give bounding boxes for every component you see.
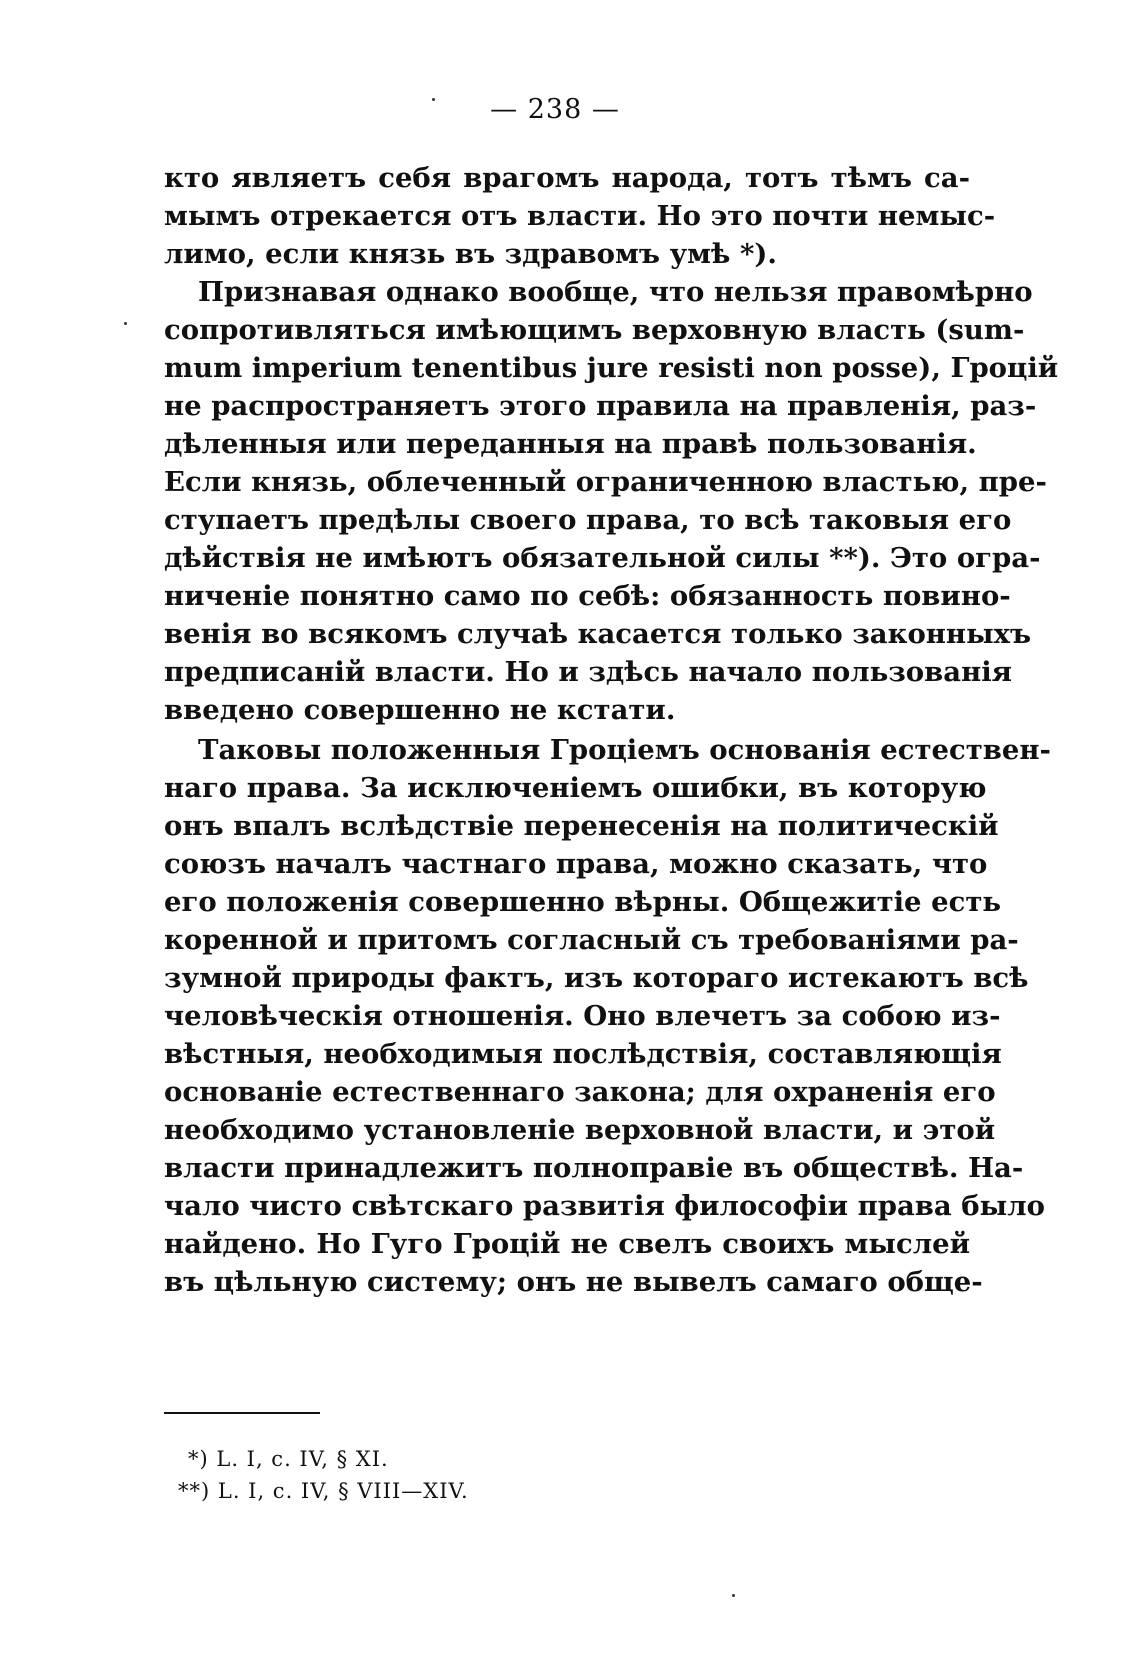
footnote: **) L. I, c. IV, § VIII—XIV.: [178, 1479, 469, 1503]
footnote-separator: [164, 1412, 320, 1414]
text-line: не распространяетъ этого правила на правленія, раз-: [164, 390, 1037, 422]
text-line: лимо, если князь въ здравомъ умѣ *).: [164, 238, 777, 270]
paper-speck: [732, 1594, 735, 1597]
paper-speck: [124, 322, 127, 325]
text-line: mum imperium tenentibus jure resisti non posse), Гроцій: [164, 352, 1059, 384]
text-line: необходимо установленіе верховной власти, и этой: [164, 1114, 996, 1146]
text-line: зумной природы фактъ, изъ котораго истекаютъ всѣ: [164, 962, 1029, 994]
text-line: предписаній власти. Но и здѣсь начало пользованія: [164, 656, 1012, 688]
footnote: *) L. I, c. IV, § XI.: [188, 1447, 389, 1471]
text-line: онъ впалъ вслѣдствіе перенесенія на политическій: [164, 810, 999, 842]
text-line: введено совершенно не кстати.: [164, 694, 676, 726]
text-line: дѣленныя или переданныя на правѣ пользованія.: [164, 428, 977, 460]
text-line: сопротивляться имѣющимъ верховную власть (sum-: [164, 314, 1025, 346]
text-line: основаніе естественнаго закона; для охраненія его: [164, 1076, 996, 1108]
paper-speck: [432, 98, 435, 101]
text-line: вѣстныя, необходимыя послѣдствія, составляющія: [164, 1038, 1002, 1070]
text-line: кто являетъ себя врагомъ народа, тотъ тѣмъ са-: [164, 162, 970, 194]
text-line: найдено. Но Гуго Гроцій не свелъ своихъ мыслей: [164, 1228, 970, 1260]
text-line: коренной и притомъ согласный съ требованіями ра-: [164, 924, 1019, 956]
text-line: человѣческія отношенія. Оно влечетъ за собою из-: [164, 1000, 1001, 1032]
text-line: союзъ началъ частнаго права, можно сказать, что: [164, 848, 988, 880]
text-line: венія во всякомъ случаѣ касается только законныхъ: [164, 618, 1032, 650]
text-line: власти принадлежитъ полноправіе въ обществѣ. На-: [164, 1152, 1024, 1184]
text-line: ниченіе понятно само по себѣ: обязанность повино-: [164, 580, 1011, 612]
page-number: — 238 —: [490, 94, 620, 125]
text-line: Признавая однако вообще, что нельзя правомѣрно: [198, 276, 1033, 308]
text-line: Если князь, облеченный ограниченною властью, пре-: [164, 466, 1047, 498]
text-line: чало чисто свѣтскаго развитія философіи права было: [164, 1190, 1045, 1222]
text-line: въ цѣльную систему; онъ не вывелъ самаго обще-: [164, 1266, 983, 1298]
text-line: Таковы положенныя Гроціемъ основанія естествен-: [198, 734, 1051, 766]
text-line: его положенія совершенно вѣрны. Общежитіе есть: [164, 886, 1002, 918]
text-line: мымъ отрекается отъ власти. Но это почти немыс-: [164, 200, 996, 232]
text-line: дѣйствія не имѣютъ обязательной силы **). Это огра-: [164, 542, 1041, 574]
text-line: наго права. За исключеніемъ ошибки, въ которую: [164, 772, 987, 804]
text-line: ступаетъ предѣлы своего права, то всѣ таковыя его: [164, 504, 1012, 536]
